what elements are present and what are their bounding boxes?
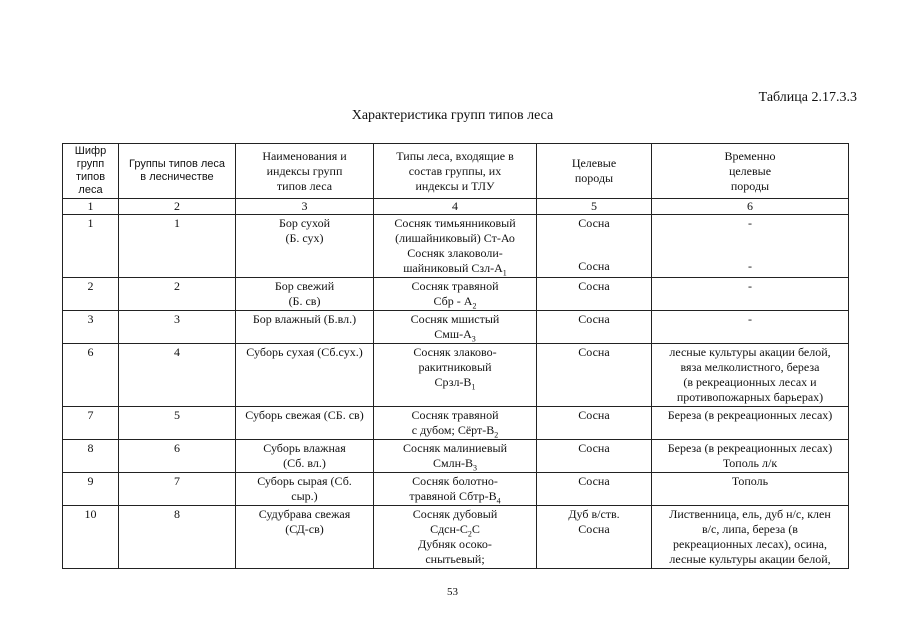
cell-code: 8: [63, 440, 119, 473]
cell-temporary-species: [652, 215, 849, 278]
type-line: [377, 507, 533, 522]
cell-types: [374, 215, 537, 278]
type-line: [377, 474, 533, 489]
type-line: [377, 294, 533, 309]
cell-line: Сосна: [578, 408, 610, 422]
table-number: Таблица 2.17.3.3: [758, 90, 857, 105]
cell-types: [374, 440, 537, 473]
type-line: [377, 231, 533, 246]
type-index: 3: [471, 334, 476, 344]
table-row: [63, 311, 849, 344]
cell-line: (Б. св): [288, 294, 321, 308]
type-text: Сосняк злаковоли-: [407, 246, 503, 260]
cell-target-species: [537, 473, 652, 506]
cell-line: Береза (в рекреационных лесах): [667, 408, 833, 422]
cell-line: Сосна: [578, 345, 610, 359]
type-text: Смлн-В: [432, 456, 473, 470]
type-text: Сдсн-С: [430, 522, 468, 536]
cell-target-species: [537, 506, 652, 569]
type-text: Сосняк травяной: [411, 279, 499, 293]
cell-line: в лесничестве: [140, 171, 214, 183]
column-header-1: [63, 144, 119, 199]
type-index: 3: [473, 463, 477, 473]
type-text: с дубом; Сёрт-В: [411, 423, 495, 437]
table-row: [63, 473, 849, 506]
cell-temporary-species: [652, 407, 849, 440]
type-text: Сосняк тимьянниковый: [394, 216, 516, 230]
column-number-2: 2: [119, 199, 236, 215]
header-row: [63, 144, 849, 199]
cell-line: Суборь влажная: [263, 441, 346, 455]
cell-line: вяза мелколистного, береза: [680, 360, 820, 374]
type-text: Срзл-В: [434, 375, 472, 389]
cell-group: 3: [119, 311, 236, 344]
cell-temporary-species: [652, 506, 849, 569]
cell-line: в/с, липа, береза (в: [702, 522, 798, 536]
cell-name: [236, 344, 374, 407]
column-number-5: 5: [537, 199, 652, 215]
cell-code: 7: [63, 407, 119, 440]
cell-line: породы: [574, 171, 614, 185]
cell-line: Бор влажный (Б.вл.): [252, 312, 357, 326]
cell-line: (Б. сух): [285, 231, 324, 245]
cell-temporary-species: [652, 473, 849, 506]
cell-line: рекреационных лесах), осина,: [673, 537, 827, 551]
cell-gap: [655, 231, 845, 245]
type-index: 1: [502, 268, 507, 278]
column-header-5: [537, 144, 652, 199]
type-text: (лишайниковый) Ст-Ао: [395, 231, 515, 245]
cell-target-species: [537, 311, 652, 344]
column-number-4: 4: [374, 199, 537, 215]
cell-line: -: [748, 259, 752, 273]
cell-line: (в рекреационных лесах и: [683, 375, 817, 389]
cell-name: [236, 278, 374, 311]
type-index: 2: [467, 529, 472, 539]
page-number: 53: [447, 586, 458, 598]
cell-line: (СД-св): [285, 522, 324, 536]
type-index: 2: [494, 430, 499, 440]
type-line: [377, 522, 533, 537]
type-text: Сосняк злаково-: [413, 345, 497, 359]
forest-types-table: [62, 143, 849, 569]
cell-target-species: [537, 407, 652, 440]
cell-line: -: [748, 216, 752, 230]
cell-line: Целевые: [571, 156, 617, 170]
cell-target-species: [537, 440, 652, 473]
cell-line: Тополь: [731, 474, 769, 488]
cell-line: Сосна: [578, 216, 610, 230]
cell-code: 6: [63, 344, 119, 407]
cell-types: [374, 278, 537, 311]
cell-types: [374, 506, 537, 569]
cell-code: 3: [63, 311, 119, 344]
cell-line: -: [748, 279, 752, 293]
cell-code: 9: [63, 473, 119, 506]
cell-line: индексы и ТЛУ: [415, 178, 495, 193]
type-line: [377, 537, 533, 552]
cell-line: целевые: [728, 163, 772, 178]
cell-types: [374, 311, 537, 344]
type-line: [377, 216, 533, 231]
cell-line: Шифр: [74, 145, 107, 157]
type-line: [377, 279, 533, 294]
cell-line: Сосна: [578, 259, 610, 273]
cell-line: Сосна: [578, 312, 610, 326]
type-line: [377, 489, 533, 504]
page-title: Характеристика групп типов леса: [351, 108, 554, 123]
cell-name: [236, 506, 374, 569]
table-row: [63, 215, 849, 278]
cell-line: Судубрава свежая: [258, 507, 351, 521]
cell-name: [236, 215, 374, 278]
cell-line: Дуб в/ств.: [568, 507, 620, 521]
column-number-6: 6: [652, 199, 849, 215]
type-line: [377, 246, 533, 261]
type-line: [377, 441, 533, 456]
cell-code: 2: [63, 278, 119, 311]
cell-target-species: [537, 278, 652, 311]
cell-line: Сосна: [578, 441, 610, 455]
cell-line: Типы леса, входящие в: [396, 148, 514, 163]
type-suffix: С: [471, 522, 480, 536]
cell-name: [236, 473, 374, 506]
cell-gap: [540, 245, 648, 259]
type-text: ракитниковый: [418, 360, 492, 374]
cell-line: групп: [76, 158, 105, 170]
column-header-4: [374, 144, 537, 199]
column-header-6: [652, 144, 849, 199]
cell-line: противопожарных барьерах): [676, 390, 824, 404]
type-text: снытьевый;: [425, 552, 485, 566]
cell-line: Тополь л/к: [722, 456, 778, 470]
table-row: [63, 407, 849, 440]
column-number-1: 1: [63, 199, 119, 215]
cell-target-species: [537, 215, 652, 278]
cell-line: Бор свежий: [274, 279, 335, 293]
cell-code: 1: [63, 215, 119, 278]
type-text: Смш-А: [434, 327, 472, 341]
type-line: [377, 456, 533, 471]
type-text: Сосняк болотно-: [412, 474, 498, 488]
cell-line: типов: [75, 171, 106, 183]
cell-line: породы: [730, 178, 770, 193]
cell-gap: [540, 231, 648, 245]
cell-types: [374, 407, 537, 440]
column-header-3: [236, 144, 374, 199]
type-index: 2: [472, 301, 477, 311]
table-row: [63, 506, 849, 569]
table-row: [63, 278, 849, 311]
cell-target-species: [537, 344, 652, 407]
cell-line: Временно: [724, 148, 776, 163]
type-line: [377, 261, 533, 276]
type-line: [377, 312, 533, 327]
cell-group: 2: [119, 278, 236, 311]
cell-line: лесные культуры акации белой,: [669, 345, 831, 359]
cell-types: [374, 473, 537, 506]
cell-line: лесные культуры акации белой,: [669, 552, 831, 566]
type-line: [377, 327, 533, 342]
cell-types: [374, 344, 537, 407]
type-line: [377, 423, 533, 438]
type-line: [377, 408, 533, 423]
type-text: Дубняк осоко-: [418, 537, 492, 551]
type-text: травяной Сбтр-В: [409, 489, 497, 503]
type-line: [377, 360, 533, 375]
cell-line: леса: [78, 184, 103, 196]
table-row: [63, 344, 849, 407]
cell-temporary-species: [652, 440, 849, 473]
cell-line: Береза (в рекреационных лесах): [667, 441, 833, 455]
cell-line: Бор сухой: [278, 216, 331, 230]
cell-name: [236, 440, 374, 473]
cell-line: состав группы, их: [408, 163, 502, 178]
cell-gap: [655, 245, 845, 259]
cell-group: 7: [119, 473, 236, 506]
type-text: Сосняк малиниевый: [402, 441, 508, 455]
type-text: шайниковый Сзл-А: [403, 261, 503, 275]
cell-line: Наименования и: [262, 148, 347, 163]
cell-line: (Сб. вл.): [283, 456, 326, 470]
type-line: [377, 375, 533, 390]
cell-line: Суборь свежая (СБ. св): [245, 408, 364, 422]
type-text: Сосняк мшистый: [410, 312, 500, 326]
cell-group: 8: [119, 506, 236, 569]
type-text: Сосняк травяной: [411, 408, 499, 422]
table-body: [63, 215, 849, 569]
cell-line: Сосна: [578, 474, 610, 488]
type-line: [377, 345, 533, 360]
cell-line: Суборь сырая (Сб.: [257, 474, 352, 488]
column-number-row: [63, 199, 849, 215]
type-index: 4: [496, 496, 501, 506]
cell-line: типов леса: [276, 178, 333, 193]
cell-line: Сосна: [578, 522, 610, 536]
type-line: [377, 552, 533, 567]
cell-group: 6: [119, 440, 236, 473]
cell-line: индексы групп: [266, 163, 343, 178]
cell-name: [236, 311, 374, 344]
type-text: Сбр - А: [433, 294, 473, 308]
column-number-3: 3: [236, 199, 374, 215]
cell-line: Группы типов леса: [128, 158, 226, 170]
cell-line: -: [748, 312, 752, 326]
cell-code: 10: [63, 506, 119, 569]
cell-temporary-species: [652, 344, 849, 407]
column-header-2: [119, 144, 236, 199]
cell-temporary-species: [652, 311, 849, 344]
type-index: 1: [471, 382, 476, 392]
cell-name: [236, 407, 374, 440]
cell-group: 4: [119, 344, 236, 407]
cell-line: Лиственница, ель, дуб н/с, клен: [669, 507, 831, 521]
cell-group: 1: [119, 215, 236, 278]
table-row: [63, 440, 849, 473]
cell-group: 5: [119, 407, 236, 440]
cell-line: Сосна: [578, 279, 610, 293]
cell-line: сыр.): [291, 489, 318, 503]
type-text: Сосняк дубовый: [412, 507, 498, 521]
cell-line: Суборь сухая (Сб.сух.): [246, 345, 363, 359]
cell-temporary-species: [652, 278, 849, 311]
